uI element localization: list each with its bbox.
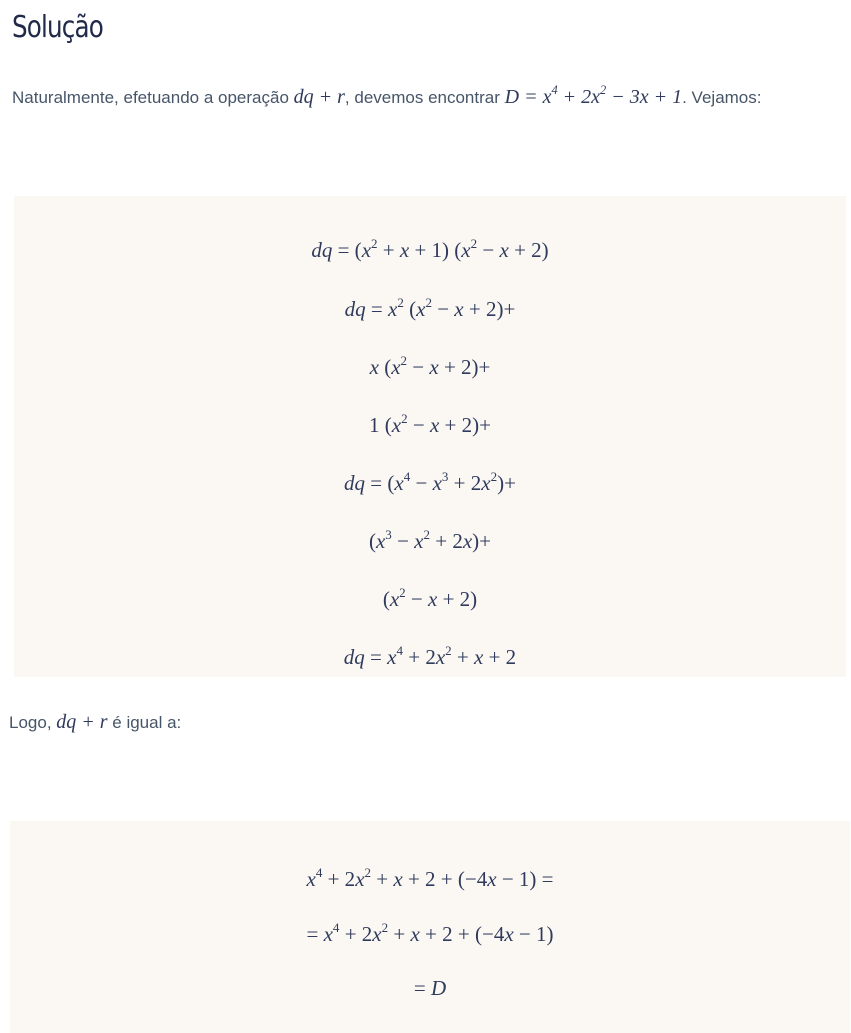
logo-text-before: Logo,	[9, 713, 57, 732]
equation-line: 1 $(x^2 - x + 2)+$	[369, 410, 491, 437]
page-title: Solução	[12, 10, 104, 45]
equation-line: dq = $x^4 + 2x^2 + x + 2$	[343, 642, 517, 669]
intro-text-middle: , devemos encontrar	[344, 88, 505, 107]
equation-line: $(x^2 - x + 2)$	[382, 584, 478, 611]
equation-line: dq = $(x^2 + x + 1) (x^2 - x + 2)$	[311, 235, 549, 262]
calculation-block-dq	[14, 196, 846, 677]
intro-text-after: . Vejamos:	[682, 88, 762, 107]
calculation-block-result	[10, 821, 850, 1033]
intro-paragraph	[12, 83, 762, 109]
conclusion-paragraph	[9, 711, 181, 734]
logo-expression-dq-r: dq + r	[56, 711, 108, 733]
equation-line: = $x^4 + 2x^2 + x + 2 + (-4x - 1)$	[306, 919, 554, 946]
equation-line: = D	[413, 976, 447, 1000]
equation-line: $(x^3 - x^2 + 2x)+$	[368, 526, 492, 553]
intro-text-before: Naturalmente, efetuando a operação	[12, 88, 294, 107]
equation-line: dq = $(x^4 - x^3 + 2x^2)+$	[344, 468, 516, 495]
intro-expression-dq-r: dq + r	[293, 86, 345, 108]
equation-line: dq = $x^2$ $(x^2 - x + 2)+$	[344, 294, 516, 321]
logo-text-after: é igual a:	[107, 713, 182, 732]
intro-expression-d: $D = x^4 + 2x^2 - 3x + 1$	[504, 83, 683, 108]
equation-line: x $(x^2 - x + 2)+$	[369, 352, 491, 379]
equation-line: $x^4 + 2x^2 + x + 2 + (-4x - 1)$ =	[306, 864, 554, 891]
